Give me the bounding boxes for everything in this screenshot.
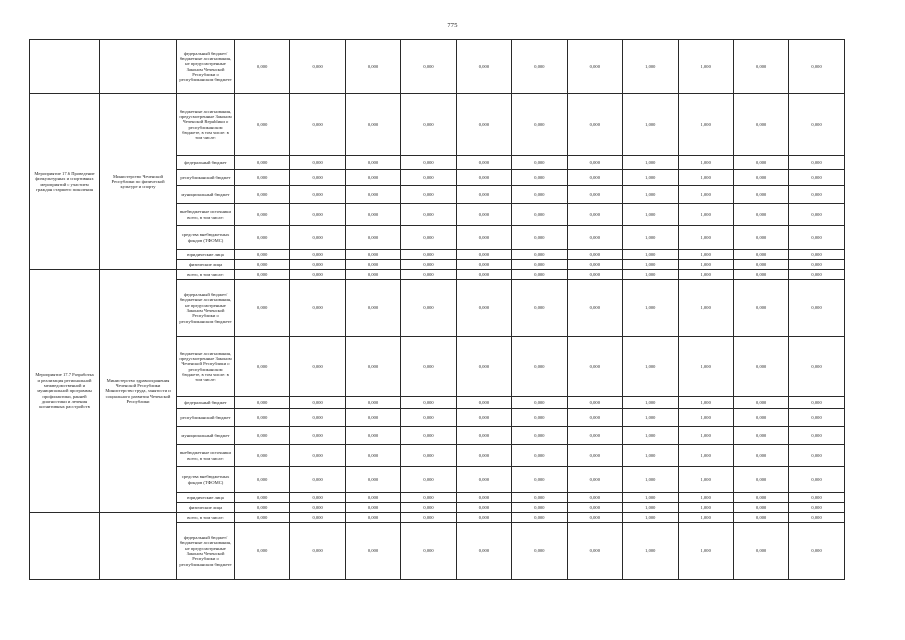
funding-source-cell: муниципальный бюджет	[177, 427, 235, 445]
event-cell	[30, 513, 100, 580]
value-cell: 0,000	[567, 467, 622, 493]
value-cell: 1,000	[623, 337, 678, 397]
value-cell: 0,000	[235, 427, 290, 445]
value-cell: 0,000	[733, 397, 788, 409]
value-cell: 0,000	[512, 467, 567, 493]
value-cell: 0,000	[567, 523, 622, 580]
value-cell: 1,000	[623, 427, 678, 445]
funding-source-cell: республиканский бюджет	[177, 409, 235, 427]
event-cell: Мероприятие 17.7 Разработка и реализация региональной межведомственной и муниципальной программы профилактики, ранней диагностики и лечения когнитивных расстройств	[30, 270, 100, 513]
value-cell: 0,000	[733, 226, 788, 250]
value-cell: 1,000	[623, 170, 678, 186]
value-cell: 1,000	[623, 186, 678, 204]
value-cell: 0,000	[789, 427, 844, 445]
value-cell: 0,000	[567, 226, 622, 250]
funding-source-cell: федеральный бюджет/бюджетные ассигнования, не предусмотренные Законом Чеченской Республики о республиканском бюджете	[177, 280, 235, 337]
value-cell: 0,000	[345, 397, 400, 409]
value-cell: 0,000	[567, 503, 622, 513]
value-cell: 0,000	[401, 226, 456, 250]
executor-cell	[100, 513, 177, 580]
value-cell: 0,000	[401, 397, 456, 409]
value-cell: 0,000	[733, 467, 788, 493]
value-cell: 0,000	[567, 204, 622, 226]
value-cell: 0,000	[567, 250, 622, 260]
table-row	[30, 94, 845, 156]
value-cell: 0,000	[290, 156, 345, 170]
funding-source-cell: средства внебюджетных фондов (ТФОМС)	[177, 226, 235, 250]
value-cell: 0,000	[290, 397, 345, 409]
value-cell: 0,000	[789, 280, 844, 337]
value-cell: 0,000	[401, 156, 456, 170]
value-cell: 0,000	[512, 186, 567, 204]
funding-source-cell: юридические лица	[177, 493, 235, 503]
value-cell: 0,000	[235, 204, 290, 226]
value-cell: 0,000	[512, 280, 567, 337]
value-cell: 0,000	[512, 337, 567, 397]
value-cell: 0,000	[733, 270, 788, 280]
value-cell: 0,000	[789, 226, 844, 250]
value-cell: 0,000	[733, 427, 788, 445]
value-cell: 0,000	[456, 397, 511, 409]
executor-cell: Министерство Чеченской Республики по физической культуре и спорту	[100, 94, 177, 270]
value-cell: 0,000	[345, 513, 400, 523]
value-cell: 0,000	[235, 409, 290, 427]
executor-cell: Министерство здравоохранения Чеченской Республики Министерство труда, занятости и социального развития Чеченской Республики	[100, 270, 177, 513]
value-cell: 0,000	[789, 467, 844, 493]
value-cell: 0,000	[235, 513, 290, 523]
value-cell: 0,000	[512, 397, 567, 409]
funding-source-cell: внебюджетные источники всего, в том числе:	[177, 445, 235, 467]
value-cell: 0,000	[401, 523, 456, 580]
value-cell: 0,000	[789, 250, 844, 260]
value-cell: 0,000	[345, 94, 400, 156]
value-cell: 0,000	[733, 409, 788, 427]
value-cell: 0,000	[789, 503, 844, 513]
event-cell: Мероприятие 17.6 Проведение физкультурных и спортивных мероприятий с участием граждан старшего поколения	[30, 94, 100, 270]
value-cell: 0,000	[401, 280, 456, 337]
value-cell: 0,000	[456, 467, 511, 493]
funding-source-cell: муниципальный бюджет	[177, 186, 235, 204]
value-cell: 0,000	[733, 156, 788, 170]
value-cell: 0,000	[456, 204, 511, 226]
funding-source-cell: всего, в том числе:	[177, 270, 235, 280]
value-cell: 0,000	[567, 270, 622, 280]
value-cell: 0,000	[733, 337, 788, 397]
value-cell: 0,000	[512, 250, 567, 260]
value-cell: 0,000	[345, 280, 400, 337]
value-cell: 0,000	[789, 513, 844, 523]
value-cell: 0,000	[512, 204, 567, 226]
value-cell: 0,000	[235, 226, 290, 250]
value-cell: 0,000	[401, 513, 456, 523]
value-cell: 1,000	[678, 204, 733, 226]
value-cell: 0,000	[290, 170, 345, 186]
funding-source-cell: всего, в том числе:	[177, 513, 235, 523]
value-cell: 0,000	[789, 523, 844, 580]
value-cell: 1,000	[678, 409, 733, 427]
value-cell: 1,000	[678, 156, 733, 170]
value-cell: 1,000	[678, 170, 733, 186]
value-cell: 0,000	[733, 260, 788, 270]
value-cell: 0,000	[456, 445, 511, 467]
value-cell: 0,000	[456, 280, 511, 337]
value-cell: 0,000	[235, 186, 290, 204]
page-number: 775	[447, 22, 458, 29]
value-cell: 0,000	[290, 513, 345, 523]
value-cell: 0,000	[512, 260, 567, 270]
value-cell: 0,000	[235, 337, 290, 397]
value-cell: 0,000	[345, 226, 400, 250]
value-cell: 0,000	[567, 170, 622, 186]
table-row	[30, 513, 845, 523]
value-cell: 1,000	[678, 493, 733, 503]
value-cell: 0,000	[456, 186, 511, 204]
value-cell: 0,000	[235, 170, 290, 186]
value-cell: 1,000	[678, 513, 733, 523]
value-cell: 0,000	[789, 409, 844, 427]
value-cell: 0,000	[733, 40, 788, 94]
value-cell: 0,000	[290, 226, 345, 250]
value-cell: 0,000	[401, 467, 456, 493]
value-cell: 0,000	[733, 94, 788, 156]
value-cell: 0,000	[235, 250, 290, 260]
value-cell: 0,000	[345, 156, 400, 170]
value-cell: 0,000	[401, 337, 456, 397]
value-cell: 0,000	[789, 204, 844, 226]
funding-source-cell: федеральный бюджет	[177, 397, 235, 409]
value-cell: 0,000	[512, 170, 567, 186]
value-cell: 0,000	[401, 94, 456, 156]
value-cell: 0,000	[401, 250, 456, 260]
value-cell: 0,000	[290, 260, 345, 270]
value-cell: 0,000	[789, 270, 844, 280]
value-cell: 0,000	[235, 40, 290, 94]
value-cell: 0,000	[567, 186, 622, 204]
value-cell: 0,000	[401, 503, 456, 513]
value-cell: 0,000	[567, 280, 622, 337]
value-cell: 1,000	[678, 503, 733, 513]
value-cell: 0,000	[345, 40, 400, 94]
value-cell: 1,000	[623, 204, 678, 226]
value-cell: 0,000	[290, 280, 345, 337]
value-cell: 0,000	[733, 204, 788, 226]
value-cell: 0,000	[290, 337, 345, 397]
value-cell: 0,000	[512, 523, 567, 580]
value-cell: 0,000	[290, 270, 345, 280]
value-cell: 1,000	[623, 513, 678, 523]
value-cell: 0,000	[733, 503, 788, 513]
value-cell: 0,000	[789, 170, 844, 186]
value-cell: 0,000	[235, 467, 290, 493]
value-cell: 0,000	[290, 40, 345, 94]
value-cell: 0,000	[290, 250, 345, 260]
value-cell: 1,000	[678, 467, 733, 493]
value-cell: 1,000	[678, 523, 733, 580]
value-cell: 0,000	[401, 186, 456, 204]
value-cell: 0,000	[345, 204, 400, 226]
value-cell: 1,000	[623, 156, 678, 170]
value-cell: 0,000	[345, 409, 400, 427]
value-cell: 0,000	[235, 270, 290, 280]
value-cell: 0,000	[401, 170, 456, 186]
value-cell: 0,000	[290, 523, 345, 580]
value-cell: 0,000	[345, 260, 400, 270]
value-cell: 0,000	[512, 503, 567, 513]
value-cell: 0,000	[345, 270, 400, 280]
value-cell: 0,000	[401, 493, 456, 503]
value-cell: 1,000	[623, 226, 678, 250]
value-cell: 0,000	[789, 156, 844, 170]
value-cell: 0,000	[567, 40, 622, 94]
value-cell: 0,000	[456, 250, 511, 260]
value-cell: 0,000	[733, 513, 788, 523]
value-cell: 0,000	[512, 156, 567, 170]
value-cell: 0,000	[290, 467, 345, 493]
value-cell: 0,000	[567, 445, 622, 467]
value-cell: 1,000	[678, 280, 733, 337]
value-cell: 0,000	[456, 94, 511, 156]
funding-source-cell: юридические лица	[177, 250, 235, 260]
value-cell: 0,000	[235, 503, 290, 513]
value-cell: 1,000	[623, 250, 678, 260]
value-cell: 0,000	[235, 493, 290, 503]
value-cell: 0,000	[235, 156, 290, 170]
value-cell: 0,000	[235, 445, 290, 467]
value-cell: 0,000	[235, 397, 290, 409]
funding-source-cell: бюджетные ассигнования, предусмотренные Законом Чеченской Республики о республиканском бюджете, в том числе: в том числе:	[177, 337, 235, 397]
value-cell: 0,000	[290, 409, 345, 427]
value-cell: 1,000	[623, 270, 678, 280]
value-cell: 1,000	[623, 409, 678, 427]
value-cell: 0,000	[456, 226, 511, 250]
value-cell: 0,000	[567, 427, 622, 445]
value-cell: 0,000	[345, 250, 400, 260]
value-cell: 0,000	[456, 270, 511, 280]
value-cell: 1,000	[623, 445, 678, 467]
value-cell: 1,000	[678, 40, 733, 94]
value-cell: 0,000	[401, 427, 456, 445]
funding-source-cell: внебюджетные источники всего, в том числе:	[177, 204, 235, 226]
value-cell: 0,000	[789, 445, 844, 467]
value-cell: 0,000	[290, 445, 345, 467]
funding-source-cell: физические лица	[177, 503, 235, 513]
value-cell: 1,000	[623, 493, 678, 503]
value-cell: 0,000	[789, 94, 844, 156]
value-cell: 0,000	[235, 94, 290, 156]
value-cell: 0,000	[567, 260, 622, 270]
value-cell: 0,000	[789, 337, 844, 397]
funding-source-cell: средства внебюджетных фондов (ТФОМС)	[177, 467, 235, 493]
value-cell: 1,000	[678, 250, 733, 260]
value-cell: 0,000	[733, 445, 788, 467]
value-cell: 0,000	[456, 260, 511, 270]
table-row	[30, 270, 845, 280]
value-cell: 0,000	[456, 156, 511, 170]
value-cell: 1,000	[678, 270, 733, 280]
value-cell: 0,000	[235, 523, 290, 580]
value-cell: 0,000	[512, 427, 567, 445]
value-cell: 0,000	[290, 503, 345, 513]
funding-source-cell: федеральный бюджет	[177, 156, 235, 170]
value-cell: 1,000	[623, 280, 678, 337]
value-cell: 1,000	[678, 94, 733, 156]
value-cell: 0,000	[290, 427, 345, 445]
value-cell: 0,000	[456, 427, 511, 445]
value-cell: 0,000	[235, 280, 290, 337]
funding-source-cell: физические лица	[177, 260, 235, 270]
value-cell: 0,000	[512, 94, 567, 156]
value-cell: 0,000	[345, 337, 400, 397]
value-cell: 1,000	[678, 186, 733, 204]
value-cell: 0,000	[789, 397, 844, 409]
value-cell: 0,000	[733, 250, 788, 260]
value-cell: 0,000	[512, 409, 567, 427]
value-cell: 0,000	[567, 513, 622, 523]
value-cell: 1,000	[623, 397, 678, 409]
funding-source-cell: федеральный бюджет/бюджетные ассигнования, не предусмотренные Законом Чеченской Республики о республиканском бюджете	[177, 523, 235, 580]
value-cell: 1,000	[678, 445, 733, 467]
event-cell	[30, 40, 100, 94]
value-cell: 1,000	[623, 503, 678, 513]
value-cell: 1,000	[678, 337, 733, 397]
value-cell: 0,000	[512, 493, 567, 503]
value-cell: 0,000	[456, 409, 511, 427]
funding-source-cell: федеральный бюджет/бюджетные ассигнования, не предусмотренные Законом Чеченской Республики о республиканском бюджете	[177, 40, 235, 94]
value-cell: 0,000	[456, 523, 511, 580]
value-cell: 0,000	[789, 186, 844, 204]
value-cell: 0,000	[567, 397, 622, 409]
value-cell: 0,000	[512, 40, 567, 94]
value-cell: 0,000	[401, 270, 456, 280]
value-cell: 0,000	[733, 523, 788, 580]
value-cell: 0,000	[733, 170, 788, 186]
value-cell: 0,000	[290, 94, 345, 156]
value-cell: 1,000	[623, 467, 678, 493]
value-cell: 0,000	[733, 493, 788, 503]
value-cell: 0,000	[456, 337, 511, 397]
value-cell: 0,000	[567, 337, 622, 397]
value-cell: 1,000	[678, 226, 733, 250]
value-cell: 0,000	[512, 445, 567, 467]
value-cell: 0,000	[567, 156, 622, 170]
value-cell: 0,000	[456, 170, 511, 186]
value-cell: 0,000	[401, 409, 456, 427]
value-cell: 0,000	[456, 513, 511, 523]
table-row	[30, 40, 845, 94]
value-cell: 0,000	[789, 40, 844, 94]
value-cell: 0,000	[789, 260, 844, 270]
value-cell: 0,000	[456, 493, 511, 503]
value-cell: 0,000	[345, 493, 400, 503]
value-cell: 0,000	[290, 493, 345, 503]
value-cell: 0,000	[512, 513, 567, 523]
value-cell: 0,000	[733, 186, 788, 204]
value-cell: 1,000	[678, 397, 733, 409]
value-cell: 1,000	[623, 523, 678, 580]
value-cell: 0,000	[401, 204, 456, 226]
value-cell: 0,000	[345, 467, 400, 493]
value-cell: 0,000	[345, 170, 400, 186]
value-cell: 0,000	[733, 280, 788, 337]
value-cell: 0,000	[567, 409, 622, 427]
value-cell: 0,000	[456, 503, 511, 513]
value-cell: 0,000	[345, 503, 400, 513]
value-cell: 0,000	[401, 445, 456, 467]
value-cell: 0,000	[345, 523, 400, 580]
value-cell: 0,000	[512, 270, 567, 280]
value-cell: 0,000	[290, 204, 345, 226]
value-cell: 1,000	[623, 260, 678, 270]
value-cell: 1,000	[623, 94, 678, 156]
value-cell: 0,000	[345, 445, 400, 467]
value-cell: 0,000	[567, 493, 622, 503]
value-cell: 0,000	[567, 94, 622, 156]
value-cell: 1,000	[678, 427, 733, 445]
value-cell: 0,000	[456, 40, 511, 94]
budget-table	[29, 39, 845, 580]
value-cell: 0,000	[345, 427, 400, 445]
value-cell: 0,000	[235, 260, 290, 270]
funding-source-cell: бюджетные ассигнования, предусмотренные Законом Чеченской Republики о республиканском бюджете, в том числе: в том числе:	[177, 94, 235, 156]
value-cell: 0,000	[401, 40, 456, 94]
value-cell: 1,000	[623, 40, 678, 94]
value-cell: 0,000	[401, 260, 456, 270]
value-cell: 0,000	[290, 186, 345, 204]
value-cell: 0,000	[789, 493, 844, 503]
funding-source-cell: республиканский бюджет	[177, 170, 235, 186]
value-cell: 1,000	[678, 260, 733, 270]
value-cell: 0,000	[345, 186, 400, 204]
value-cell: 0,000	[512, 226, 567, 250]
executor-cell	[100, 40, 177, 94]
